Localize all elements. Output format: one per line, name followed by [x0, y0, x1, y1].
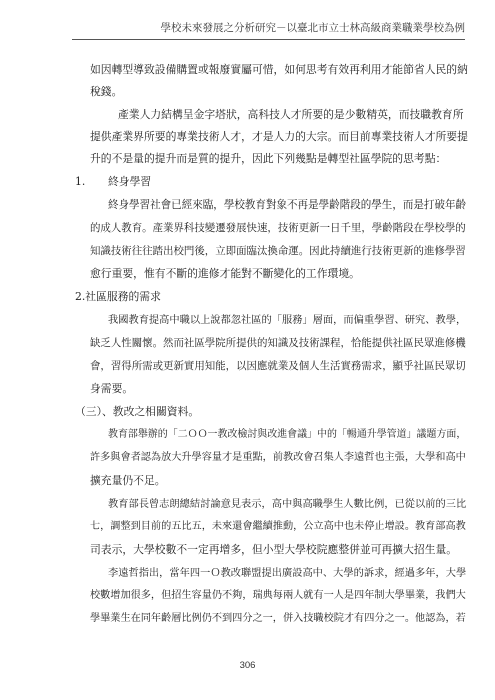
- text-line: 身需要。: [90, 382, 134, 395]
- text-line: 知識技術往往踏出校門後，立即面臨汰換命運。因此持續進行技術更新的進修學習: [90, 245, 466, 257]
- text-line: 產業人力結構呈金字塔狀，高科技人才所要的是少數精英，而技職教育所: [118, 108, 464, 121]
- text-line: 司表示，大學校數不一定再增多，但小型大學校院應整併並可再擴大招生量。: [90, 543, 458, 556]
- section-title: 終身學習: [108, 175, 152, 188]
- text-line: 的成人教育。產業界科技變遷發展快速，技術更新一日千里，學齡階段在學校學的: [90, 222, 466, 234]
- text-line: 我國教育提高中職以上說都忽社區的「服務」層面，而偏重學習、研究、教學，: [108, 314, 467, 326]
- section-number: 1.: [75, 175, 86, 188]
- text-line: 如因轉型導致設備購置或報廢實屬可惜，如何思考有效再利用才能節省人民的納: [90, 63, 468, 76]
- text-line: 學畢業生在同年齡層比例仍不到四分之一，併入技職校院才有四分之一。他認為，若: [90, 613, 466, 624]
- text-line: 七，調整到目前的五比五，未來還會繼續推動，公立高中也未停止增設。教育部高教: [90, 521, 466, 532]
- text-line: 李遠哲指出，當年四一Ｏ教改聯盟提出廣設高中、大學的訴求，經過多年，大學: [108, 567, 467, 579]
- text-line: 稅錢。: [90, 85, 123, 98]
- running-header: 學校未來發展之分析研究－以臺北市立士林高級商業職業學校為例: [160, 22, 465, 34]
- text-line: 終身學習社會已經來臨，學校教育對象不再是學齡階段的學生，而是打破年齡: [108, 199, 467, 211]
- page-number: 306: [239, 660, 256, 671]
- text-line: 會，習得所需或更新實用知能，以因應就業及個人生活實務需求，顯乎社區民眾切: [90, 360, 466, 372]
- text-line: 愈行重要，惟有不斷的進修才能對不斷變化的工作環境。: [90, 267, 360, 280]
- text-line: 提供產業界所要的專業技術人才，才是人力的大宗。而目前專業技術人才所要提: [90, 130, 468, 143]
- section-title: （三）、教改之相關資料。: [75, 405, 200, 418]
- text-line: 教育部舉辦的「二ＯＯ一教改檢討與改進會議」中的「暢通升學管道」議題方面，: [108, 429, 467, 440]
- header-rule: [72, 39, 465, 40]
- text-line: 校數增加很多，但招生容量仍不夠，瑞典每兩人就有一人是四年制大學畢業，我們大: [90, 590, 466, 601]
- section-title: 2.社區服務的需求: [75, 290, 161, 303]
- text-line: 教育部長曾志朗總結討論意見表示，高中與高職學生人數比例，已從以前的三比: [108, 498, 467, 510]
- text-line: 許多與會者認為放大升學容量才是重點，前教改會召集人李遠哲也主張，大學和高中: [90, 452, 466, 463]
- text-line: 缺乏人性關懷。然而社區學院所提供的知識及技術課程，恰能提供社區民眾進修機: [90, 337, 466, 349]
- text-line: 擴充量仍不足。: [90, 474, 166, 487]
- text-line: 升的不是量的提升而是質的提升，因此下列幾點是轉型社區學院的思考點：: [90, 152, 447, 165]
